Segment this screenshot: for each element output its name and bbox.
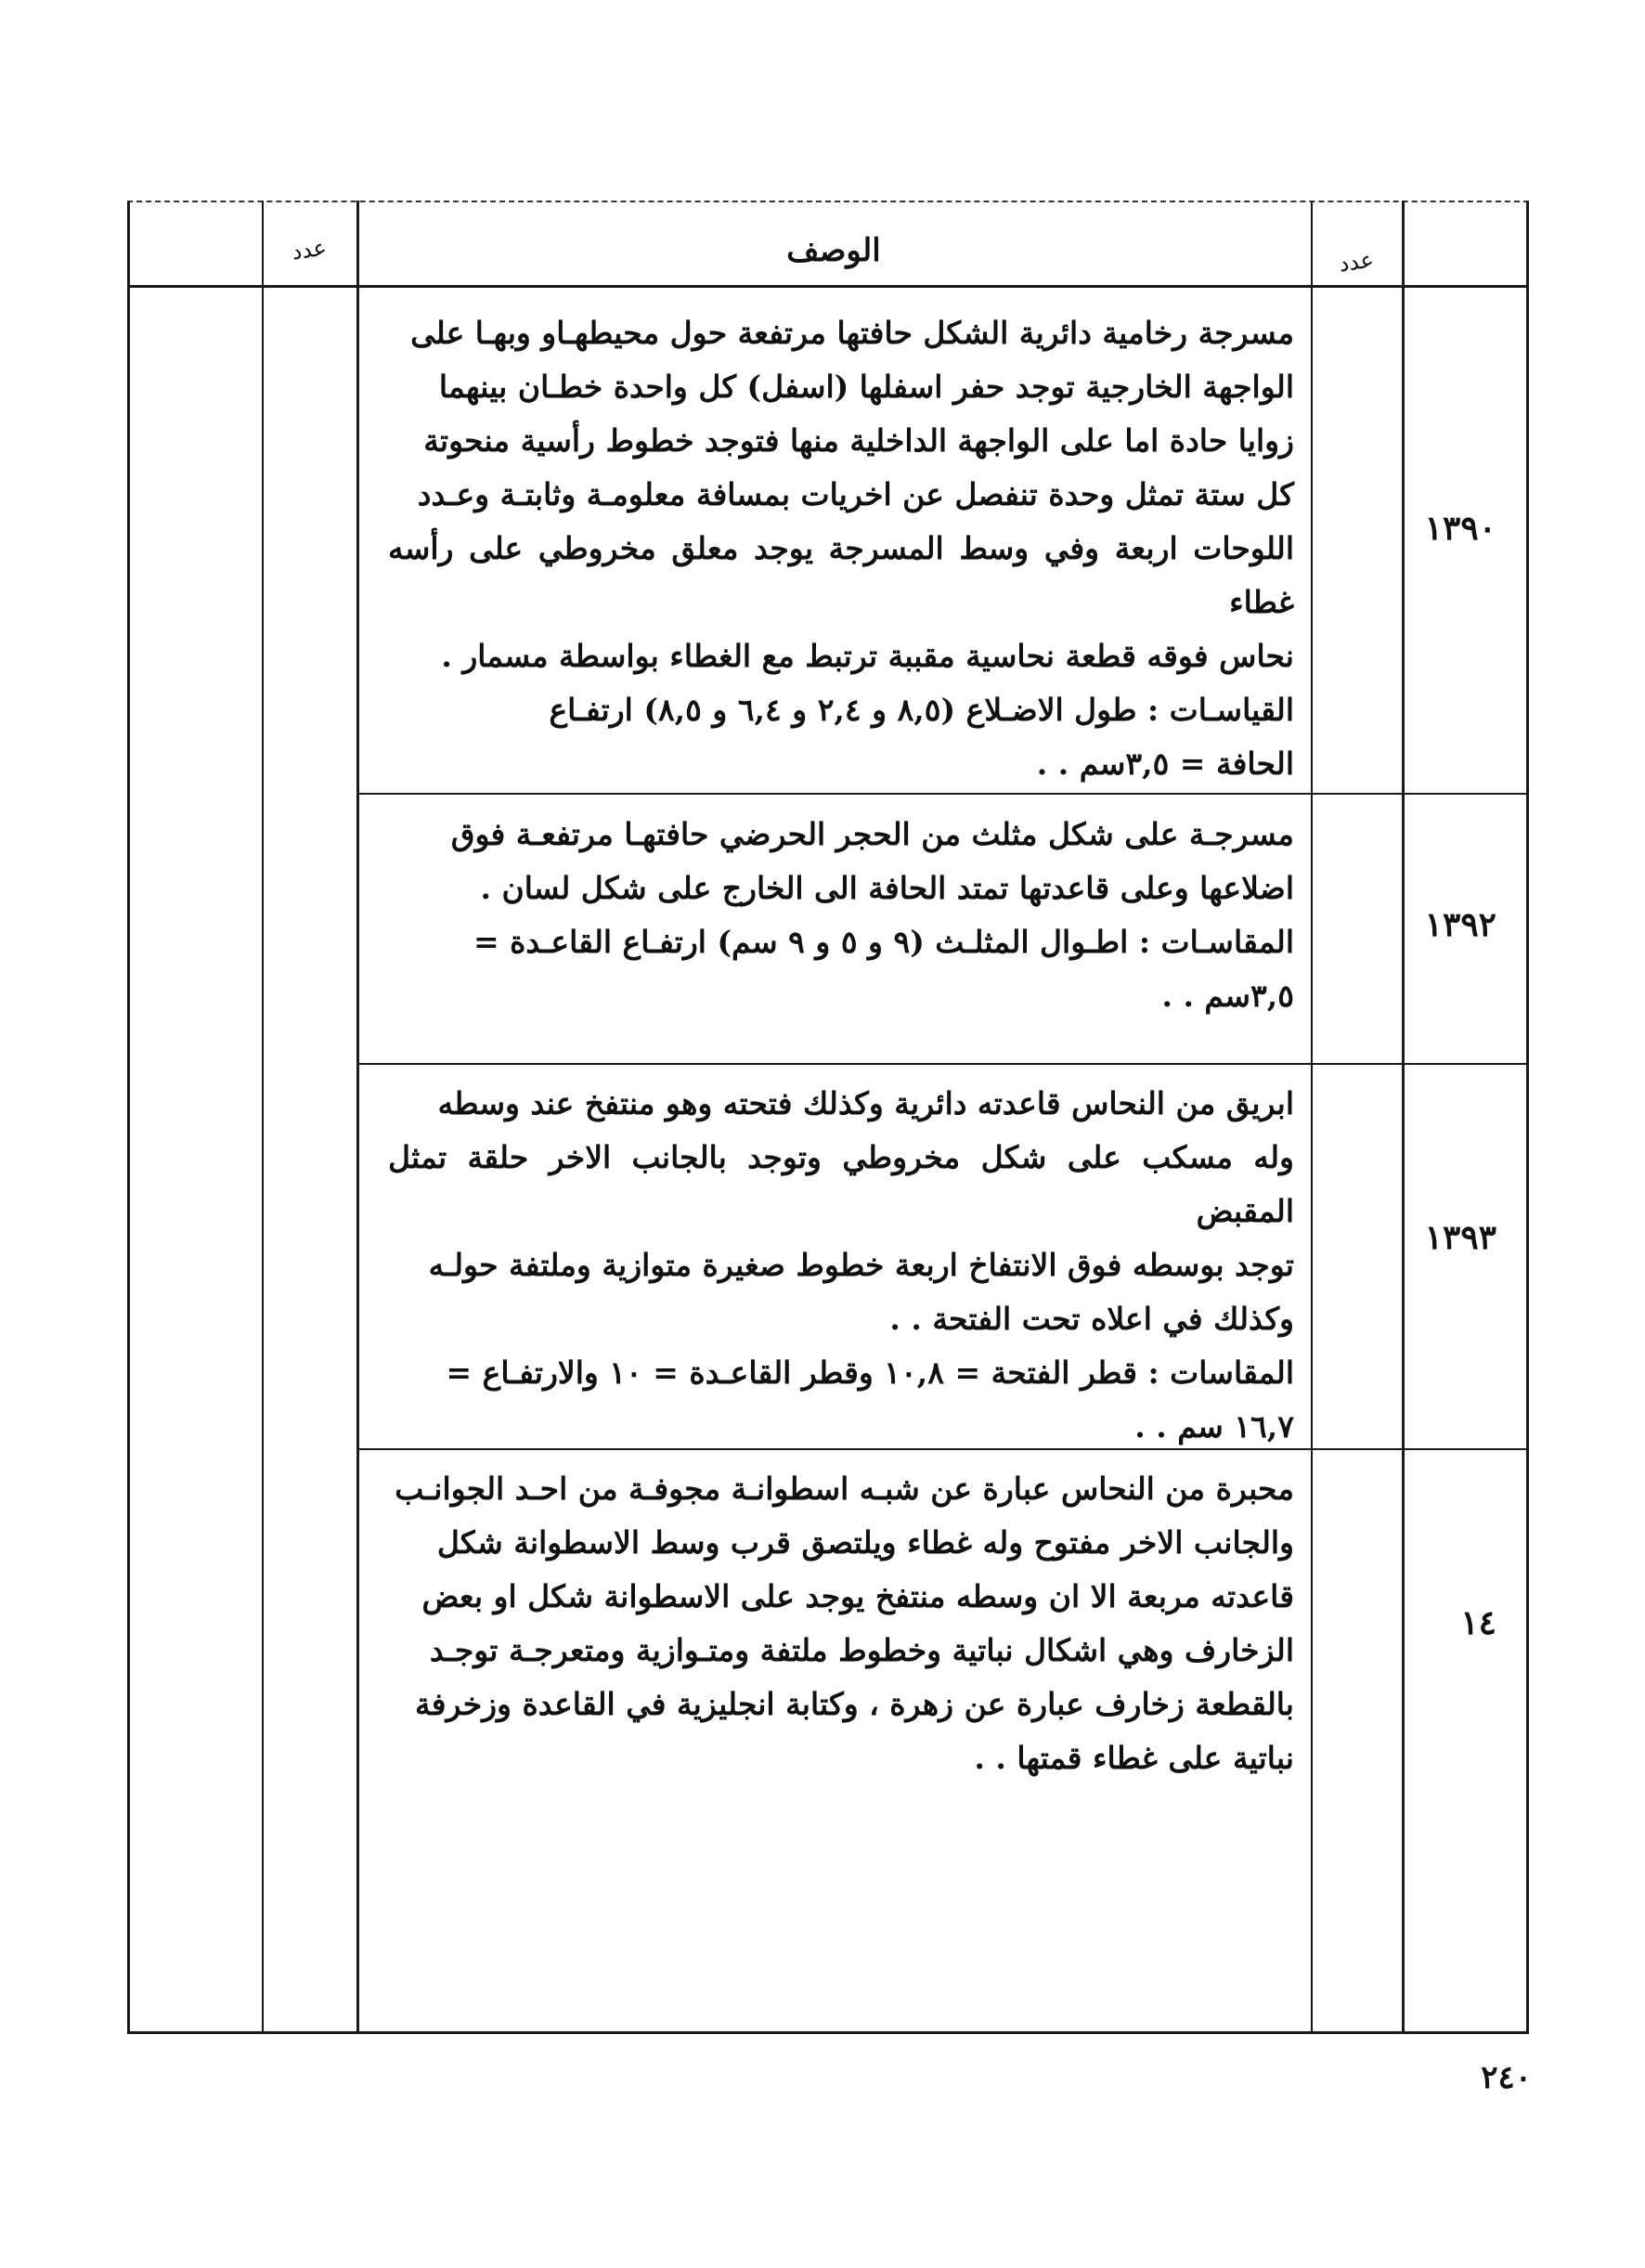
description-line: ٣,٥سم . . bbox=[1161, 978, 1294, 1014]
row-description bbox=[388, 306, 1294, 791]
row-number: ١٣٩٠ bbox=[1424, 509, 1496, 548]
row-description bbox=[388, 808, 1294, 1023]
row-description bbox=[388, 1462, 1294, 1785]
description-line: اضلاعها وعلى قاعدتها تمتد الحافة الى الخارج على شكل لسان . bbox=[480, 870, 1294, 906]
column-divider bbox=[1402, 201, 1405, 2034]
header-divider bbox=[127, 285, 1529, 288]
description-line: المقاسـات : اطـوال المثلـث (٩ و ٥ و ٩ سم) ارتفـاع القاعـدة = bbox=[473, 924, 1294, 960]
header-count-right: عدد bbox=[1337, 246, 1376, 278]
row-number: ١٣٩٣ bbox=[1424, 1218, 1496, 1257]
description-line: مسرجة رخامية دائرية الشكل حافتها مرتفعة حول محيطهـاو وبهـا على bbox=[410, 315, 1294, 351]
description-line: الحافة = ٣,٥سم . . bbox=[1036, 745, 1294, 782]
header-count-left: عدد bbox=[290, 234, 329, 266]
description-line: قاعدته مربعة الا ان وسطه منتفخ يوجد على الاسطوانة شكل او بعض bbox=[421, 1578, 1294, 1614]
description-line: والجانب الاخر مفتوح وله غطاء ويلتصق قرب وسط الاسطوانة شكل bbox=[436, 1524, 1294, 1561]
description-line: ١٦,٧ سم . . bbox=[1134, 1408, 1294, 1445]
row-description bbox=[388, 1077, 1294, 1454]
description-line: مسرجـة على شكل مثلث من الحجر الحرضي حافتهـا مرتفعـة فوق bbox=[450, 816, 1294, 852]
page-number: ٢٤٠ bbox=[1481, 2059, 1532, 2096]
description-line: وله مسكب على شكل مخروطي وتوجد بالجانب الاخر حلقة تمثل المقبض bbox=[388, 1139, 1294, 1229]
description-line: اللوحات اربعة وفي وسط المسرجة يوجد معلق مخروطي على رأسه غطاء bbox=[388, 530, 1294, 620]
description-line: توجد بوسطه فوق الانتفاخ اربعة خطوط صغيرة متوازية وملتفة حولـه bbox=[428, 1247, 1294, 1283]
row-divider bbox=[356, 1063, 1529, 1065]
description-line: وكذلك في اعلاه تحت الفتحة . . bbox=[889, 1301, 1294, 1337]
column-divider bbox=[356, 201, 359, 2034]
description-line: القياسـات : طول الاضـلاع (٨,٥ و ٢,٤ و ٦,٤ و ٨,٥) ارتفـاع bbox=[549, 692, 1294, 728]
description-line: الزخارف وهي اشكال نباتية وخطوط ملتفة ومتـوازية ومتعرجـة توجـد bbox=[429, 1632, 1294, 1668]
description-line: بالقطعة زخارف عبارة عن زهرة ، وكتابة انجليزية في القاعدة وزخرفة bbox=[415, 1686, 1294, 1722]
description-line: محبرة من النحاس عبارة عن شبـه اسطوانـة مجوفـة من احـد الجوانـب bbox=[395, 1471, 1294, 1507]
description-line: نباتية على غطاء قمتها . . bbox=[974, 1740, 1294, 1776]
description-line: ابريق من النحاس قاعدته دائرية وكذلك فتحته وهو منتفخ عند وسطه bbox=[437, 1085, 1294, 1121]
header-description: الوصف bbox=[786, 232, 881, 269]
column-divider bbox=[262, 201, 264, 2034]
row-number: ١٣٩٢ bbox=[1424, 905, 1496, 944]
description-line: كل ستة تمثل وحدة تنفصل عن اخريات بمسافة معلومـة وثابتـة وعـدد bbox=[417, 476, 1294, 512]
row-number: ١٤ bbox=[1460, 1603, 1496, 1642]
column-divider bbox=[1311, 201, 1313, 2034]
description-line: المقاسات : قطر الفتحة = ١٠,٨ وقطر القاعـدة = ١٠ والارتفـاع = bbox=[446, 1354, 1294, 1391]
row-divider bbox=[356, 793, 1529, 795]
description-line: الواجهة الخارجية توجد حفر اسفلها (اسفل) كل واحدة خطـان بينهما bbox=[438, 369, 1294, 405]
description-line: زوايا حادة اما على الواجهة الداخلية منها فتوجد خطوط رأسية منحوتة bbox=[423, 422, 1294, 459]
description-line: نحاس فوقه قطعة نحاسية مقببة ترتبط مع الغطاء بواسطة مسمار . bbox=[441, 638, 1294, 674]
